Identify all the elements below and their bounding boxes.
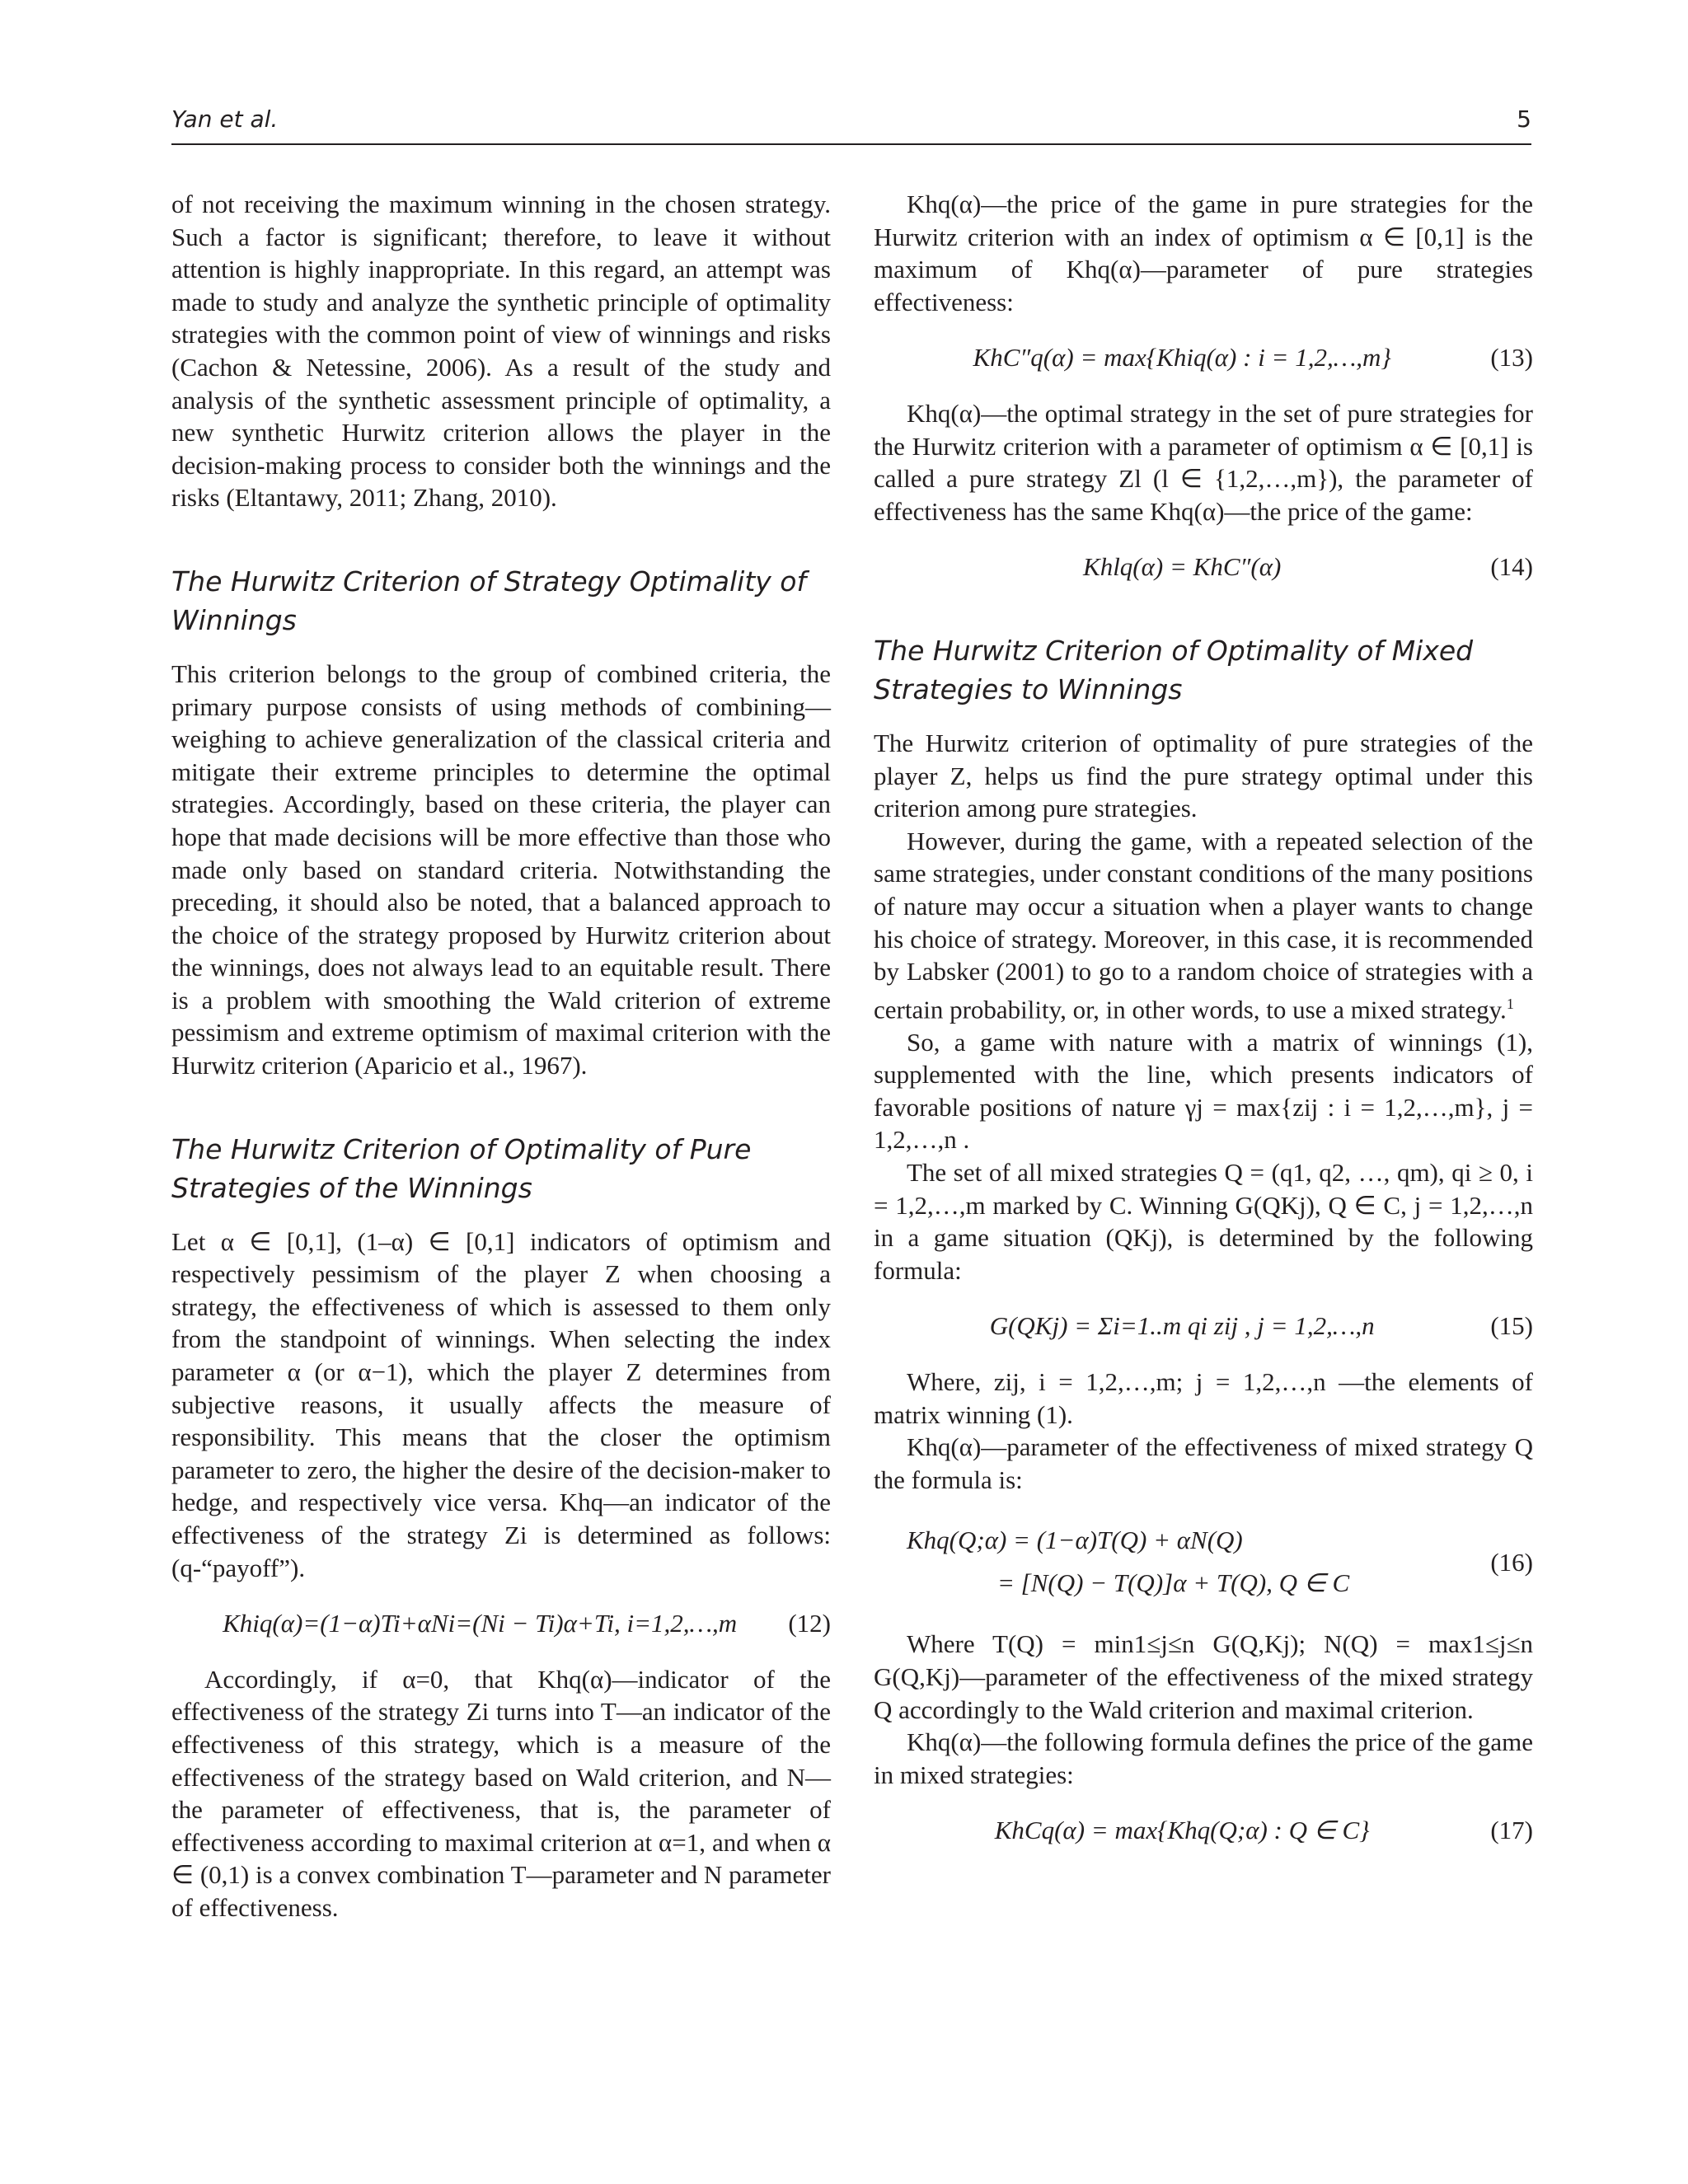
- running-head: Yan et al.: [171, 105, 279, 133]
- paragraph-price-pure: Khq(α)—the price of the game in pure strategies for the Hurwitz criterion with an index of optimism α ∈ [0,1] is the maximum of Khq(α)—parameter of pure strategies effectiveness:: [874, 190, 1533, 316]
- paragraph-so: So, a game with nature with a matrix of winnings (1), supplemented with the line, which presents indicators of favorable positions of nature γj = max{zij : i = 1,2,…,m}, j = 1,2,…,n .: [874, 1027, 1533, 1155]
- equation-13: [874, 341, 1533, 374]
- equation-13-body: KhC″q(α) = max{Khiq(α) : i = 1,2,…,m}: [973, 343, 1391, 373]
- header-rule: [171, 143, 1531, 145]
- equation-14: [874, 551, 1533, 583]
- paragraph-optimal-pure: Khq(α)—the optimal strategy in the set of pure strategies for the Hurwitz criterion with a parameter of optimism α ∈ [0,1] is called a pure strategy Zl (l ∈ {1,2,…,m}), the parameter of effectiveness has the same Khq(α)—the price of the game:: [874, 398, 1533, 526]
- equation-12: [171, 1607, 831, 1640]
- section-heading-strategy-optimality: The Hurwitz Criterion of Strategy Optimality of Winnings: [171, 565, 807, 636]
- page-header: [171, 105, 1531, 148]
- equation-17-number: (17): [1490, 1816, 1533, 1845]
- equation-16-number: (16): [1490, 1547, 1533, 1577]
- paragraph-let-alpha: Let α ∈ [0,1], (1–α) ∈ [0,1] indicators of optimism and respectively pessimism of the player Z when choosing a strategy, the effectiveness of which is assessed to them only from the standpoint of winnings. When selecting the index parameter α (or α−1), which the player Z determines from subjective reasons, it usually affects the measure of responsibility. This means that the closer the optimism parameter to zero, the higher the desire of the decision-maker to hedge, and respectively vice versa. Khq—an indicator of the effectiveness of the strategy Zi is determined as follows: (q-“payoff”).: [171, 1226, 831, 1582]
- paragraph-however: [874, 825, 1533, 1026]
- equation-12-number: (12): [788, 1609, 831, 1638]
- section-heading-mixed-strategies: The Hurwitz Criterion of Optimality of Mixed Strategies to Winnings: [874, 634, 1474, 705]
- paragraph-mixed-set: The set of all mixed strategies Q = (q1, q2, …, qm), qi ≥ 0, i = 1,2,…,m marked by C. Winning G(QKj), Q ∈ C, j = 1,2,…,n in a game situation (QKj), is determined by the following formula:: [874, 1157, 1533, 1285]
- equation-16-line-2: = [N(Q) − T(Q)]α + T(Q), Q ∈ C: [997, 1568, 1350, 1598]
- equation-14-body: Khlq(α) = KhC″(α): [1083, 552, 1282, 582]
- equation-17-body: KhCq(α) = max{Khq(Q;α) : Q ∈ C}: [994, 1816, 1370, 1845]
- equation-15-number: (15): [1490, 1311, 1533, 1341]
- left-column: [171, 188, 831, 1924]
- paragraph-intro: of not receiving the maximum winning in the chosen strategy. Such a factor is significant; therefore, to leave it without attention is highly inappropriate. In this regard, an attempt was made to study and analyze the synthetic principle of optimality strategies with the common point of view of winnings and risks (Cachon & Netessine, 2006). As a result of the study and analysis of the synthetic assessment principle of optimality, a new synthetic Hurwitz criterion allows the player in the decision-making process to consider both the winnings and the risks (Eltantawy, 2011; Zhang, 2010).: [171, 190, 831, 513]
- paragraph-price-mixed: Khq(α)—the following formula defines the price of the game in mixed strategies:: [874, 1727, 1533, 1789]
- equation-16: [874, 1519, 1533, 1605]
- paragraph-combined-criteria: This criterion belongs to the group of combined criteria, the primary purpose consists of using methods of combining—weighing to achieve generalization of the classical criteria and mitigate their extreme principles to determine the optimal strategies. Accordingly, based on these criteria, the player can hope that made decisions will be more effective than those who made only based on standard criteria. Notwithstanding the preceding, it should also be noted, that a balanced approach to the choice of the strategy proposed by Hurwitz criterion about the winnings, does not always lead to an equitable result. There is a problem with smoothing the Wald criterion of extreme pessimism and extreme optimism of maximal criterion with the Hurwitz criterion (Aparicio et al., 1967).: [171, 658, 831, 1080]
- paragraph-where-t-n: Where T(Q) = min1≤j≤n G(Q,Kj); N(Q) = max1≤j≤n G(Q,Kj)—parameter of the effectiveness of the mixed strategy Q accordingly to the Wald criterion and maximal criterion.: [874, 1629, 1533, 1724]
- paragraph-hurwitz-pure: The Hurwitz criterion of optimality of pure strategies of the player Z, helps us find the pure strategy optimal under this criterion among pure strategies.: [874, 728, 1533, 823]
- equation-15: [874, 1310, 1533, 1343]
- right-column: [874, 188, 1533, 1870]
- equation-17: [874, 1814, 1533, 1847]
- equation-13-number: (13): [1490, 343, 1533, 373]
- section-heading-pure-strategies: The Hurwitz Criterion of Optimality of Pure Strategies of the Winnings: [171, 1132, 752, 1204]
- page-number: 5: [1517, 105, 1531, 133]
- paragraph-parameter-mixed: Khq(α)—parameter of the effectiveness of mixed strategy Q the formula is:: [874, 1432, 1533, 1494]
- equation-14-number: (14): [1490, 552, 1533, 582]
- paragraph-however-text: However, during the game, with a repeated selection of the same strategies, under constant conditions of the many positions of nature may occur a situation when a player wants to change his choice of strategy. Moreover, in this case, it is recommended by Labsker (2001) to go to a random choice of strategies with a certain probability, or, in other words, to use a mixed strategy.: [874, 826, 1533, 1024]
- paragraph-where-elements: Where, zij, i = 1,2,…,m; j = 1,2,…,n —the elements of matrix winning (1).: [874, 1366, 1533, 1429]
- equation-15-body: G(QKj) = Σi=1..m qi zij , j = 1,2,…,n: [989, 1311, 1375, 1341]
- footnote-mark: 1: [1506, 995, 1514, 1012]
- equation-12-body: Khiq(α)=(1−α)Ti+αNi=(Ni − Ti)α+Ti, i=1,2,…,m: [223, 1609, 738, 1638]
- paragraph-accordingly: Accordingly, if α=0, that Khq(α)—indicator of the effectiveness of the strategy Zi turns into T—an indicator of the effectiveness of this strategy, which is a measure of the effectiveness of the strategy based on Wald criterion, and N—the parameter of effectiveness, that is, the parameter of effectiveness according to maximal criterion at α=1, and when α ∈ (0,1) is a convex combination T—parameter and N parameter of effectiveness.: [171, 1664, 831, 1922]
- equation-16-body: [874, 1519, 1490, 1605]
- equation-16-line-1: Khq(Q;α) = (1−α)T(Q) + αN(Q): [907, 1526, 1243, 1555]
